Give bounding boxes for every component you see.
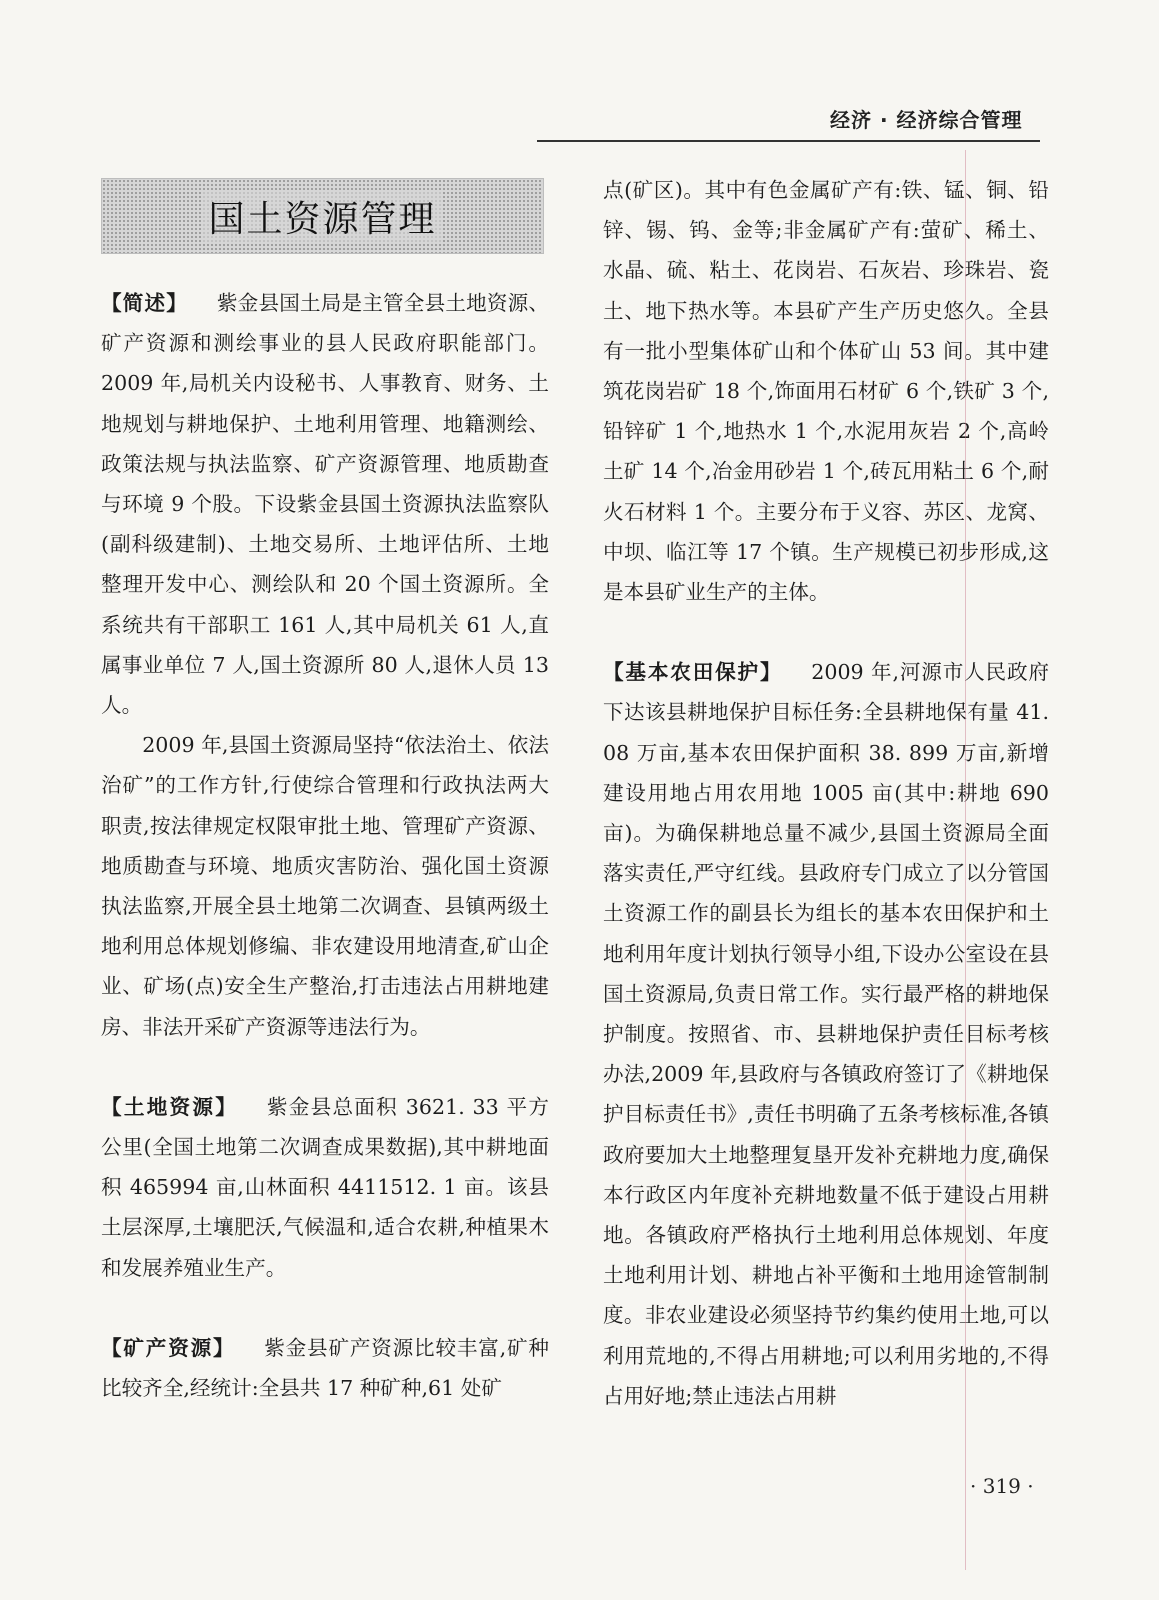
section-title: 国土资源管理 [202,191,442,242]
summary-label: 【简述】 [101,291,189,315]
summary-paragraph-2: 2009 年,县国土资源局坚持“依法治土、依法治矿”的工作方针,行使综合管理和行政执法两大职责,按法律规定权限审批土地、管理矿产资源、地质勘查与环境、地质灾害防治、强化国土资源执法监察,开展全县土地第二次调查、县镇两级土地利用总体规划修编、非农建设用地清查,矿山企业、矿场(点)安全生产整治,打击违法占用耕地建房、非法开采矿产资源等违法行为。 [101,733,549,1039]
mineral-continuation: 点(矿区)。其中有色金属矿产有:铁、锰、铜、铅锌、锡、钨、金等;非金属矿产有:萤矿、稀土、水晶、硫、粘土、花岗岩、石灰岩、珍珠岩、瓷土、地下热水等。本县矿产生产历史悠久。全县有一批小型集体矿山和个体矿山 53 间。其中建筑花岗岩矿 18 个,饰面用石材矿 6 个,铁矿 3 个,铅锌矿 1 个,地热水 1 个,水泥用灰岩 2 个,高岭土矿 14 个,冶金用砂岩 1 个,砖瓦用粘土 6 个,耐火石材料 1 个。主要分布于义容、苏区、龙窝、中坝、临江等 17 个镇。生产规模已初步形成,这是本县矿业生产的主体。 [603,178,1049,605]
right-column [603,170,1049,1416]
farmland-text: 2009 年,河源市人民政府下达该县耕地保护目标任务:全县耕地保有量 41. 08 万亩,基本农田保护面积 38. 899 万亩,新增建设用地占用农用地 1005 亩(其中:耕地 690 亩)。为确保耕地总量不减少,县国土资源局全面落实责任,严守红线。县政府专门成立了以分管国土资源工作的副县长为组长的基本农田保护和土地利用年度计划执行领导小组,下设办公室设在县国土资源局,负责日常工作。实行最严格的耕地保护制度。按照省、市、县耕地保护责任目标考核办法,2009 年,县政府与各镇政府签订了《耕地保护目标责任书》,责任书明确了五条考核标准,各镇政府要加大土地整理复垦开发补充耕地力度,确保本行政区内年度补充耕地数量不低于建设占用耕地。各镇政府严格执行土地利用总体规划、年度土地利用计划、耕地占补平衡和土地用途管制制度。非农业建设必须坚持节约集约使用土地,可以利用荒地的,不得占用耕地;可以利用劣地的,不得占用好地;禁止违法占用耕 [603,660,1049,1408]
land-label: 【土地资源】 [101,1094,239,1119]
mineral-paragraph [101,1328,549,1408]
mineral-text: 紫金县矿产资源比较丰富,矿种比较齐全,经统计:全县共 17 种矿种,61 处矿 [101,1335,550,1401]
farmland-label: 【基本农田保护】 [603,660,783,685]
scan-fold-line [965,150,966,1570]
header-rule [537,140,1040,142]
land-text: 紫金县总面积 3621. 33 平方公里(全国土地第二次调查成果数据),其中耕地面积 465994 亩,山林面积 4411512. 1 亩。该县土层深厚,土壤肥沃,气候温和,适合农耕,种植果木和发展养殖业生产。 [101,1094,549,1280]
land-paragraph [101,1087,549,1288]
mineral-label: 【矿产资源】 [101,1335,236,1360]
summary-text: 紫金县国土局是主管全县土地资源、矿产资源和测绘事业的县人民政府职能部门。2009 年,局机关内设秘书、人事教育、财务、土地规划与耕地保护、土地利用管理、地籍测绘、政策法规与执法监察、矿产资源管理、地质勘查与环境 9 个股。下设紫金县国土资源执法监察队(副科级建制)、土地交易所、土地评估所、土地整理开发中心、测绘队和 20 个国土资源所。全系统共有干部职工 161 人,其中局机关 61 人,直属事业单位 7 人,国土资源所 80 人,退休人员 13 人。 [101,291,550,718]
left-column [101,283,549,1408]
section-title-box [101,178,544,254]
summary-paragraph [101,283,549,725]
farmland-paragraph [603,652,1049,1416]
page-number: · 319 · [970,1474,1034,1498]
running-head: 经济 · 经济综合管理 [830,108,1023,132]
